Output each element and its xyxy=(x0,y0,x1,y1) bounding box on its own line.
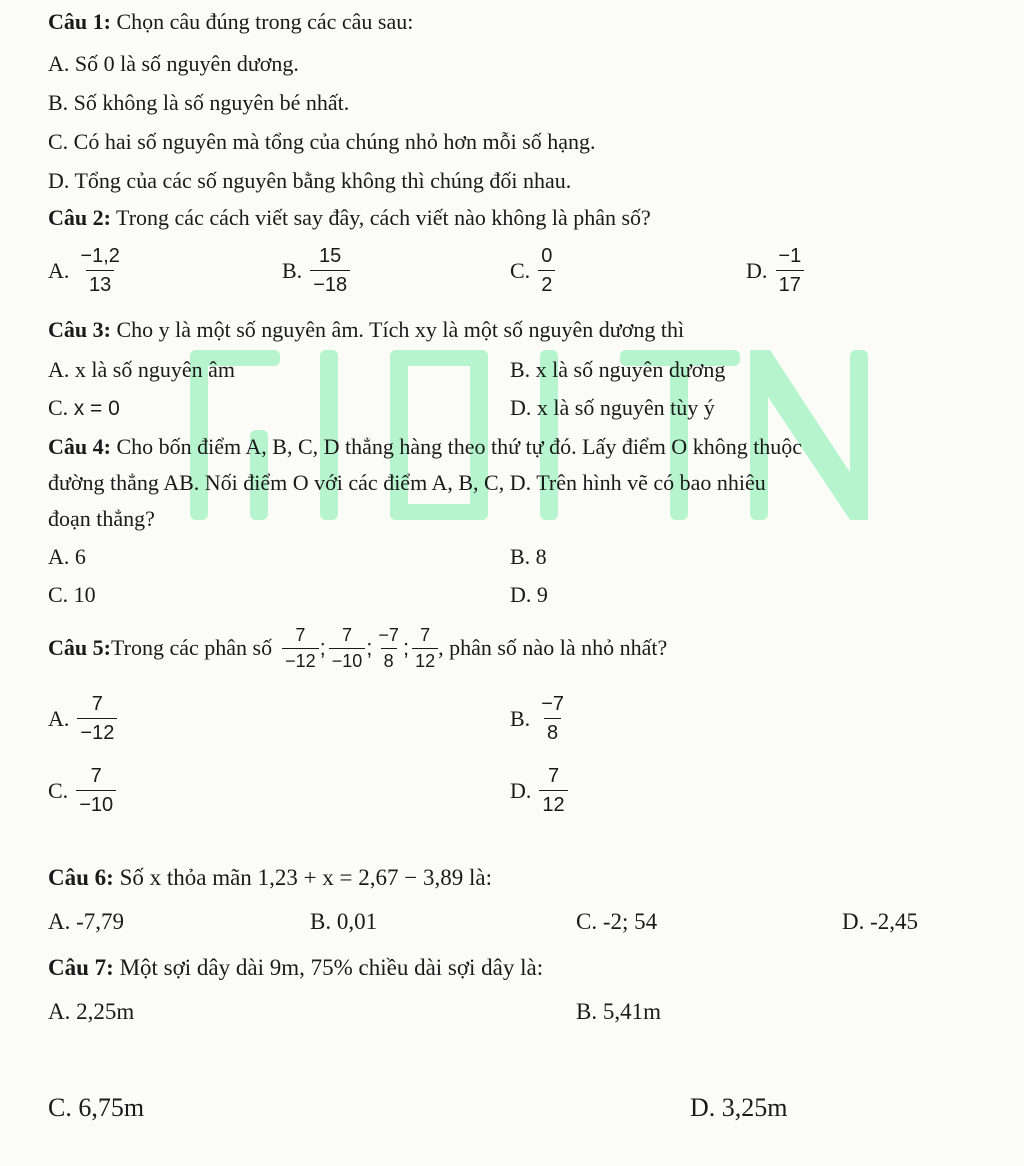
q5-option-b xyxy=(510,692,567,745)
q2-option-c xyxy=(510,244,555,297)
q2-options xyxy=(48,244,948,306)
option-letter: A. xyxy=(48,705,70,731)
question-7 xyxy=(48,954,543,982)
numerator: −7 xyxy=(541,693,564,715)
fraction xyxy=(77,692,117,745)
q3-option-b: B. x là số nguyên dương xyxy=(510,357,726,382)
question-label: Câu 3: xyxy=(48,317,111,342)
q6-option-c: C. -2; 54 xyxy=(576,909,658,934)
q4-option-c: C. 10 xyxy=(48,582,96,607)
q4-option-a: A. 6 xyxy=(48,544,86,569)
q1-option-b: B. Số không là số nguyên bé nhất. xyxy=(48,90,350,115)
question-label: Câu 2: xyxy=(48,205,111,230)
q7-option-c: C. 6,75m xyxy=(48,1093,145,1122)
question-6 xyxy=(48,864,492,892)
question-text: Cho y là một số nguyên âm. Tích xy là một số nguyên dương thì xyxy=(110,317,685,342)
q3-option-d: D. x là số nguyên tùy ý xyxy=(510,395,715,420)
question-text-end: , phân số nào là nhỏ nhất? xyxy=(438,635,668,660)
q1-option-a: A. Số 0 là số nguyên dương. xyxy=(48,51,299,76)
q4-option-b: B. 8 xyxy=(510,544,547,569)
denominator: 12 xyxy=(412,648,438,672)
denominator: 12 xyxy=(539,790,567,817)
denominator: −10 xyxy=(76,790,116,817)
question-4 xyxy=(48,433,802,461)
question-4-line-2: đường thẳng AB. Nối điểm O với các điểm A, B, C, D. Trên hình vẽ có bao nhiêu xyxy=(48,470,766,495)
q3-option-c xyxy=(48,394,120,423)
q1-option-d: D. Tổng của các số nguyên bằng không thì chúng đối nhau. xyxy=(48,168,572,193)
q4-option-d: D. 9 xyxy=(510,582,548,607)
option-letter: C. xyxy=(48,777,69,803)
option-letter: B. xyxy=(282,257,303,283)
denominator: 8 xyxy=(381,648,397,672)
q5-option-a xyxy=(48,692,117,745)
question-text: Một sợi dây dài 9m, 75% chiều dài sợi dây là: xyxy=(113,955,544,980)
numerator: 15 xyxy=(319,245,342,267)
q5-option-c xyxy=(48,764,116,817)
q7-option-a: A. 2,25m xyxy=(48,999,135,1024)
denominator: 17 xyxy=(776,270,804,297)
option-letter: D. xyxy=(510,777,532,803)
separator: ; xyxy=(319,635,326,660)
question-1 xyxy=(48,8,413,36)
numerator: 7 xyxy=(420,624,431,645)
q6-option-a: A. -7,79 xyxy=(48,909,125,934)
q5-options-row-1 xyxy=(48,692,948,754)
question-text: Chọn câu đúng trong các câu sau: xyxy=(110,9,414,34)
q5-options-row-2 xyxy=(48,764,948,826)
separator: ; xyxy=(402,635,410,660)
q2-option-a xyxy=(48,244,123,297)
question-label: Câu 1: xyxy=(48,9,111,34)
fraction xyxy=(282,625,319,672)
option-letter: A. xyxy=(48,257,70,283)
question-label: Câu 7: xyxy=(48,955,114,980)
numerator: −1 xyxy=(778,245,802,267)
math-expression: 1,23 + x = 2,67 − 3,89 xyxy=(257,865,464,890)
numerator: 7 xyxy=(547,765,560,787)
numerator: 7 xyxy=(342,624,353,645)
fraction xyxy=(77,244,122,297)
denominator: 2 xyxy=(538,270,555,297)
q6-option-b: B. 0,01 xyxy=(310,909,378,934)
denominator: −12 xyxy=(77,718,117,745)
question-4-line-3: đoạn thẳng? xyxy=(48,506,155,531)
fraction xyxy=(375,625,402,672)
fraction xyxy=(412,625,438,672)
question-3 xyxy=(48,316,684,344)
fraction xyxy=(538,692,567,745)
option-letter: D. xyxy=(746,257,768,283)
question-label: Câu 4: xyxy=(48,434,111,459)
question-text: Trong các cách viết say đây, cách viết nào không là phân số? xyxy=(110,205,651,230)
numerator: 7 xyxy=(295,624,306,645)
question-label: Câu 5: xyxy=(48,635,111,660)
option-letter: B. xyxy=(510,705,531,731)
q2-option-d xyxy=(746,244,804,297)
question-2 xyxy=(48,204,651,232)
question-5 xyxy=(48,618,667,678)
q6-option-d: D. -2,45 xyxy=(842,909,919,934)
question-label: Câu 6: xyxy=(48,865,114,890)
separator: ; xyxy=(366,635,373,660)
numerator: −7 xyxy=(378,624,399,645)
denominator: −12 xyxy=(282,648,319,672)
fraction xyxy=(76,764,116,817)
denominator: −18 xyxy=(310,270,350,297)
fraction xyxy=(310,244,350,297)
numerator: 7 xyxy=(90,765,102,787)
fraction xyxy=(538,244,555,297)
question-text: Trong các phân số xyxy=(110,635,273,660)
q5-option-d xyxy=(510,764,568,817)
numerator: −1,2 xyxy=(80,245,120,267)
question-text: Số x thỏa mãn xyxy=(113,865,258,890)
q2-option-b xyxy=(282,244,350,297)
option-letter: C. xyxy=(510,257,531,283)
q3-option-a: A. x là số nguyên âm xyxy=(48,357,235,382)
denominator: −10 xyxy=(329,648,366,672)
question-text: Cho bốn điểm A, B, C, D thẳng hàng theo thứ tự đó. Lấy điểm O không thuộc xyxy=(110,434,803,459)
question-text-end: là: xyxy=(463,865,492,890)
denominator: 13 xyxy=(86,270,114,297)
fraction xyxy=(539,764,567,817)
q1-option-c: C. Có hai số nguyên mà tổng của chúng nhỏ hơn mỗi số hạng. xyxy=(48,129,596,154)
numerator: 0 xyxy=(541,245,553,267)
denominator: 8 xyxy=(544,718,561,745)
q7-option-b: B. 5,41m xyxy=(576,999,661,1024)
numerator: 7 xyxy=(91,693,103,715)
q7-option-d: D. 3,25m xyxy=(690,1093,788,1122)
option-letter: C. xyxy=(48,395,69,420)
math-expression: x = 0 xyxy=(73,397,120,420)
fraction xyxy=(329,625,366,672)
fraction xyxy=(775,244,804,297)
